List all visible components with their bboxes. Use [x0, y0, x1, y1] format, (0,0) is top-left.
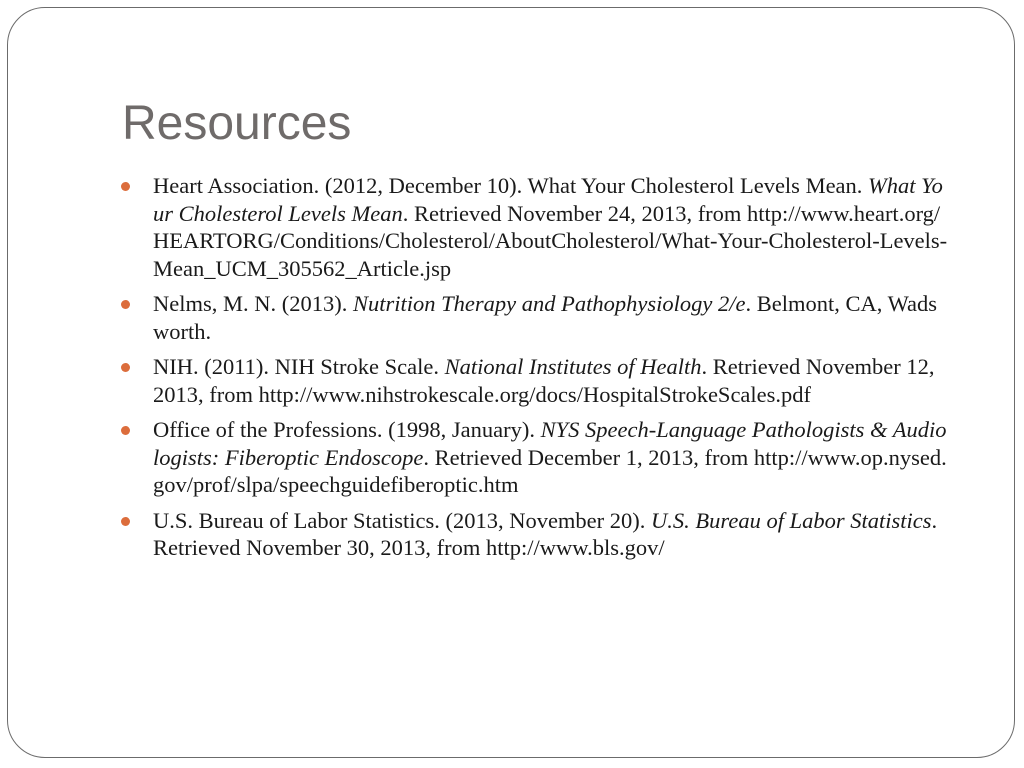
- bullet-icon: [121, 363, 130, 372]
- slide-frame: [7, 7, 1015, 758]
- bullet-icon: [121, 300, 130, 309]
- reference-title: Nutrition Therapy and Pathophysiology 2/e: [352, 291, 746, 316]
- reference-item: [120, 416, 950, 499]
- reference-list: [120, 172, 950, 570]
- reference-title: What Your Cholesterol Levels Mean: [153, 173, 943, 226]
- reference-item: [120, 172, 950, 282]
- reference-prefix: Nelms, M. N. (2013).: [153, 291, 353, 316]
- reference-prefix: NIH. (2011). NIH Stroke Scale.: [153, 354, 445, 379]
- slide-title: Resources: [122, 97, 352, 150]
- reference-prefix: Office of the Professions. (1998, January).: [153, 417, 541, 442]
- reference-prefix: U.S. Bureau of Labor Statistics. (2013, November 20).: [153, 507, 652, 533]
- reference-suffix: . Retrieved November 24, 2013, from http://www.heart.org/HEARTORG/Conditions/Cholesterol/AboutCholesterol/What-Your-Cholesterol-Levels-Mean_UCM_305562_Article.jsp: [153, 200, 948, 281]
- reference-item: [120, 290, 950, 345]
- reference-suffix: . Retrieved November 30, 2013, from http://www.bls.gov/: [153, 507, 938, 560]
- reference-text: [153, 354, 935, 407]
- reference-text: [153, 173, 947, 281]
- reference-title: NYS Speech-Language Pathologists & Audiologists: Fiberoptic Endoscope: [153, 417, 947, 470]
- bullet-icon: [121, 517, 130, 526]
- reference-suffix: . Retrieved November 12, 2013, from http://www.nihstrokescale.org/docs/HospitalStrokeScales.pdf: [153, 354, 935, 407]
- reference-item: [120, 507, 950, 562]
- reference-suffix: . Retrieved December 1, 2013, from http://www.op.nysed.gov/prof/slpa/speechguidefiberoptic.htm: [153, 444, 947, 497]
- reference-title: National Institutes of Health: [444, 354, 702, 379]
- reference-text: [153, 417, 947, 497]
- reference-item: [120, 353, 950, 408]
- reference-text: [153, 508, 937, 561]
- reference-suffix: . Belmont, CA, Wadsworth.: [153, 291, 937, 344]
- reference-title: U.S. Bureau of Labor Statistics: [651, 507, 932, 533]
- bullet-icon: [121, 426, 130, 435]
- reference-text: [153, 291, 937, 344]
- bullet-icon: [121, 182, 130, 191]
- reference-prefix: Heart Association. (2012, December 10). What Your Cholesterol Levels Mean.: [153, 173, 869, 198]
